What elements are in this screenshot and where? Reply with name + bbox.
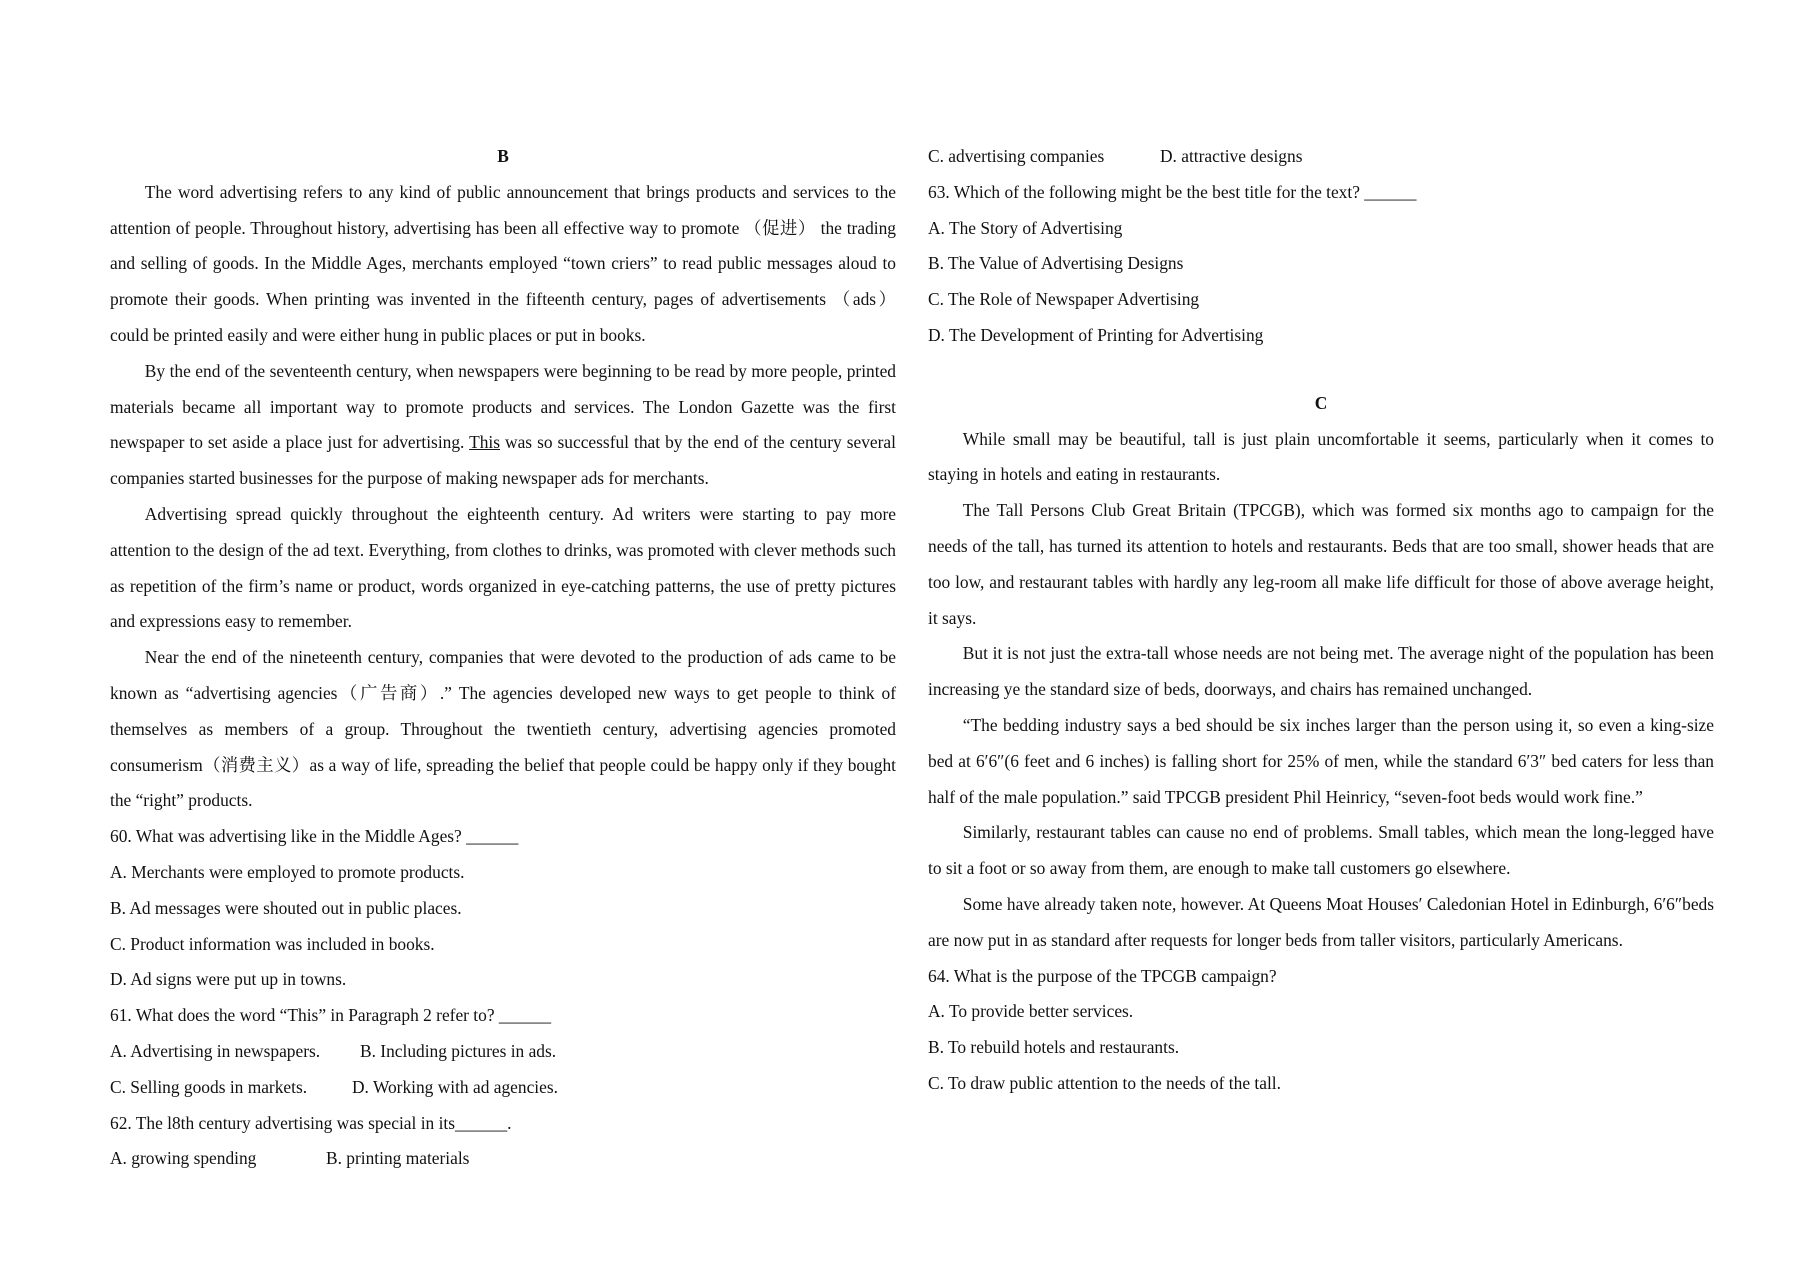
question-64-option-a: A. To provide better services. [928,1001,1134,1022]
question-61-option-d: D. Working with ad agencies. [352,1076,558,1097]
question-62: 62. The l8th century advertising was special in its______. [110,1112,512,1133]
question-62-option-d: D. attractive designs [1160,146,1303,166]
question-61-option-b: B. Including pictures in ads. [360,1040,557,1061]
question-62-options-row-2 [928,139,1714,175]
question-63-option-b: B. The Value of Advertising Designs [928,253,1184,274]
section-spacer [928,354,1714,386]
question-62-options-row-1 [110,1141,896,1177]
passage-c-paragraph-6: Some have already taken note, however. At Queens Moat Houses′ Caledonian Hotel in Edinburgh, 6′6″beds are now put in as standard after requests for longer beds from taller visitors, particularly Americans. [928,893,1714,950]
passage-c-paragraph-4: “The bedding industry says a bed should be six inches larger than the person using it, so even a king-size bed at 6′6″(6 feet and 6 inches) is falling short for 25% of men, while the standard 6′3″ bed caters for less than half of the male population.” said TPCGB president Phil Heinricy, “seven-foot beds would work fine.” [928,714,1714,807]
passage-c-paragraph-2: The Tall Persons Club Great Britain (TPCGB), which was formed six months ago to campaign for the needs of the tall, has turned its attention to hotels and restaurants. Beds that are too small, shower heads that are too low, and restaurant tables with hardly any leg-room all make life difficult for those of above average height, it says. [928,500,1714,628]
section-heading-b: B [497,146,509,166]
passage-c-paragraph-3: But it is not just the extra-tall whose needs are not being met. The average night of the population has been increasing ye the standard size of beds, doorways, and chairs has remained unchanged. [928,643,1714,700]
passage-c-paragraph-1: While small may be beautiful, tall is just plain uncomfortable it seems, particularly when it comes to staying in hotels and eating in restaurants. [928,428,1714,485]
question-64-option-c: C. To draw public attention to the needs of the tall. [928,1072,1281,1093]
question-62-option-a: A. growing spending [110,1148,257,1169]
question-60-option-c: C. Product information was included in books. [110,933,435,954]
question-60-option-a: A. Merchants were employed to promote products. [110,861,465,882]
question-61: 61. What does the word “This” in Paragraph 2 refer to? ______ [110,1005,552,1026]
passage-c-paragraph-5: Similarly, restaurant tables can cause no end of problems. Small tables, which mean the long-legged have to sit a foot or so away from them, are enough to make tall customers go elsewhere. [928,822,1714,879]
question-64: 64. What is the purpose of the TPCGB campaign? [928,965,1277,986]
question-63: 63. Which of the following might be the best title for the text? ______ [928,181,1417,202]
right-column [928,139,1714,1102]
passage-b-paragraph-2-end: was so successful that by the end of the century several companies started businesses for the purpose of making newspaper ads for merchants. [110,432,896,489]
passage-b-paragraph-2-start: By the end of the seventeenth century, when newspapers were beginning to be read by more people, printed materials became all important way to promote products and services. The London Gazette was the first newspaper to set aside a place just for advertising. [110,360,896,453]
question-63-option-c: C. The Role of Newspaper Advertising [928,289,1200,310]
underlined-word-this: This [469,432,501,453]
passage-b-paragraph-4: Near the end of the nineteenth century, companies that were devoted to the production of ads came to be known as “advertising agencies（广告商）.” The agencies developed new ways to get people to think of themselves as members of a group. Throughout the twentieth century, advertising agencies promoted consumerism（消费主义）as a way of life, spreading the belief that people could be happy only if they bought the “right” products. [110,647,896,811]
section-heading-c: C [1314,392,1328,413]
question-61-options-row-1 [110,1034,896,1070]
question-64-option-b: B. To rebuild hotels and restaurants. [928,1037,1180,1058]
question-63-option-a: A. The Story of Advertising [928,217,1123,238]
passage-b-paragraph-1: The word advertising refers to any kind of public announcement that brings products and services to the attention of people. Throughout history, advertising has been all effective way to promote （促进） the trading and selling of goods. In the Middle Ages, merchants employed “town criers” to read public messages aloud to promote their goods. When printing was invented in the fifteenth century, pages of advertisements （ads） could be printed easily and were either hung in public places or put in books. [110,181,896,345]
question-62-option-b: B. printing materials [326,1148,470,1169]
left-column [110,139,896,1177]
question-61-option-c: C. Selling goods in markets. [110,1076,308,1097]
question-61-options-row-2 [110,1070,896,1106]
passage-b-paragraph-3: Advertising spread quickly throughout the eighteenth century. Ad writers were starting to pay more attention to the design of the ad text. Everything, from clothes to drinks, was promoted with clever methods such as repetition of the firm’s name or product, words organized in eye-catching patterns, the use of pretty pictures and expressions easy to remember. [110,503,896,632]
question-62-option-c: C. advertising companies [928,146,1105,166]
question-60: 60. What was advertising like in the Middle Ages? ______ [110,826,519,847]
question-60-option-d: D. Ad signs were put up in towns. [110,969,347,990]
passage-b-paragraph-2 [110,354,896,497]
question-63-option-d: D. The Development of Printing for Advertising [928,324,1264,345]
question-60-option-b: B. Ad messages were shouted out in public places. [110,897,462,918]
question-61-option-a: A. Advertising in newspapers. [110,1040,321,1061]
